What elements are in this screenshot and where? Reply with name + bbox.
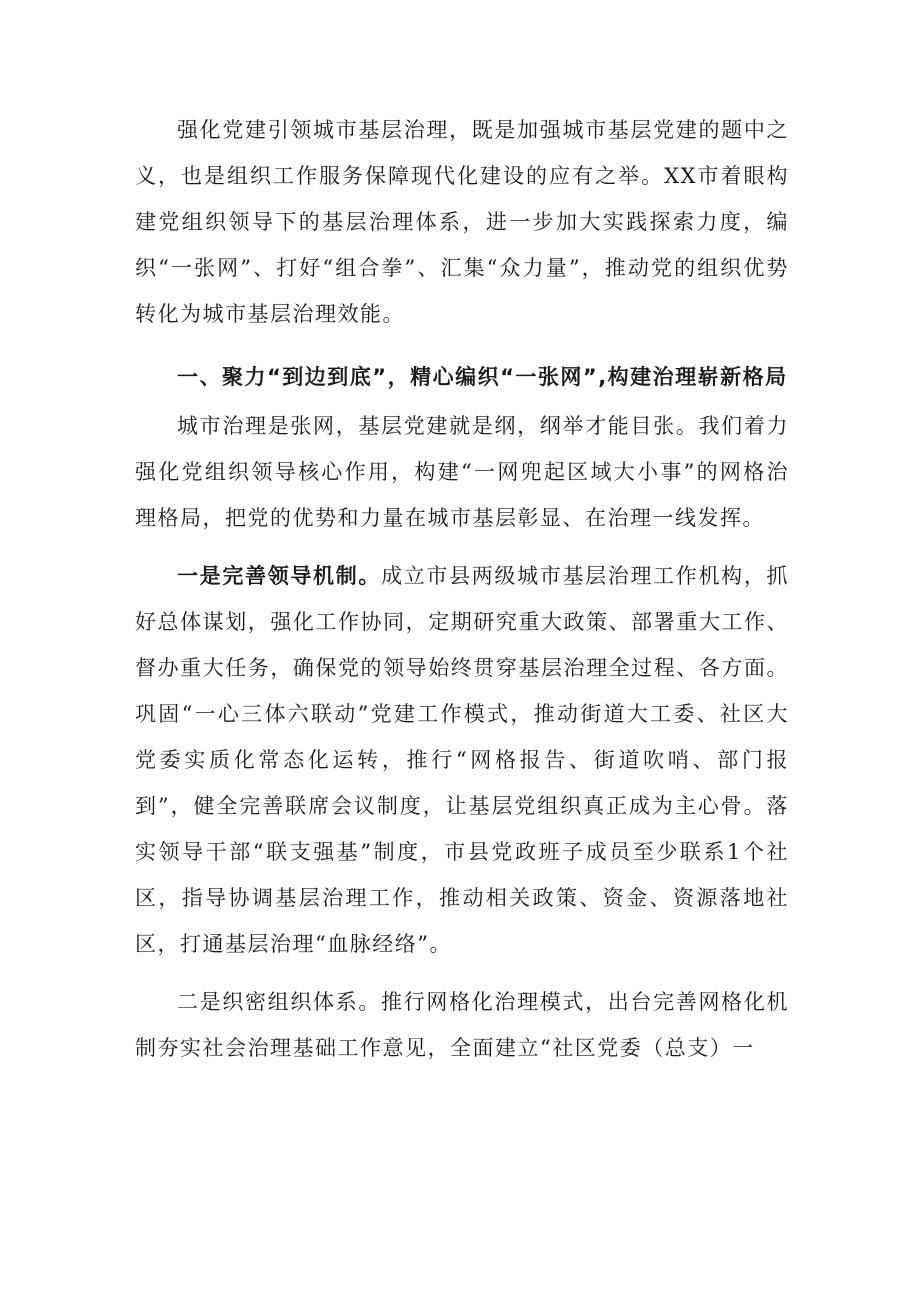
intro-paragraph: 强化党建引领城市基层治理，既是加强城市基层党建的题中之义，也是组织工作服务保障现代化建设的应有之举。XX市着眼构建党组织领导下的基层治理体系，进一步加大实践探索力度，编织“一张网”、打好“组合拳”、汇集“众力量”，推动党的组织优势转化为城市基层治理效能。 (135, 118, 789, 326)
section-intro-paragraph: 城市治理是张网，基层党建就是纲，纲举才能目张。我们着力强化党组织领导核心作用，构建“一网兜起区域大小事”的网格治理格局，把党的优势和力量在城市基层彰显、在治理一线发挥。 (135, 414, 789, 530)
point-two-paragraph: 二是织密组织体系。推行网格化治理模式，出台完善网格化机制夯实社会治理基础工作意见，全面建立“社区党委（总支）一 (135, 990, 789, 1060)
section-heading: 一、聚力“到边到底”，精心编织“一张网”,构建治理崭新格局 (177, 365, 788, 389)
point-one-lead: 一是完善领导机制。 (177, 564, 382, 588)
document-page (135, 107, 789, 1071)
point-one-paragraph (135, 553, 789, 967)
point-one-body: 成立市县两级城市基层治理工作机构，抓好总体谋划，强化工作协同，定期研究重大政策、部署重大工作、督办重大任务，确保党的领导始终贯穿基层治理全过程、各方面。巩固“一心三体六联动”党建工作模式，推动街道大工委、社区大党委实质化常态化运转，推行“网格报告、街道吹哨、部门报到”，健全完善联席会议制度，让基层党组织真正成为主心骨。落实领导干部“联支强基”制度，市县党政班子成员至少联系1个社区，指导协调基层治理工作，推动相关政策、资金、资源落地社区，打通基层治理“血脉经络”。 (135, 564, 790, 956)
